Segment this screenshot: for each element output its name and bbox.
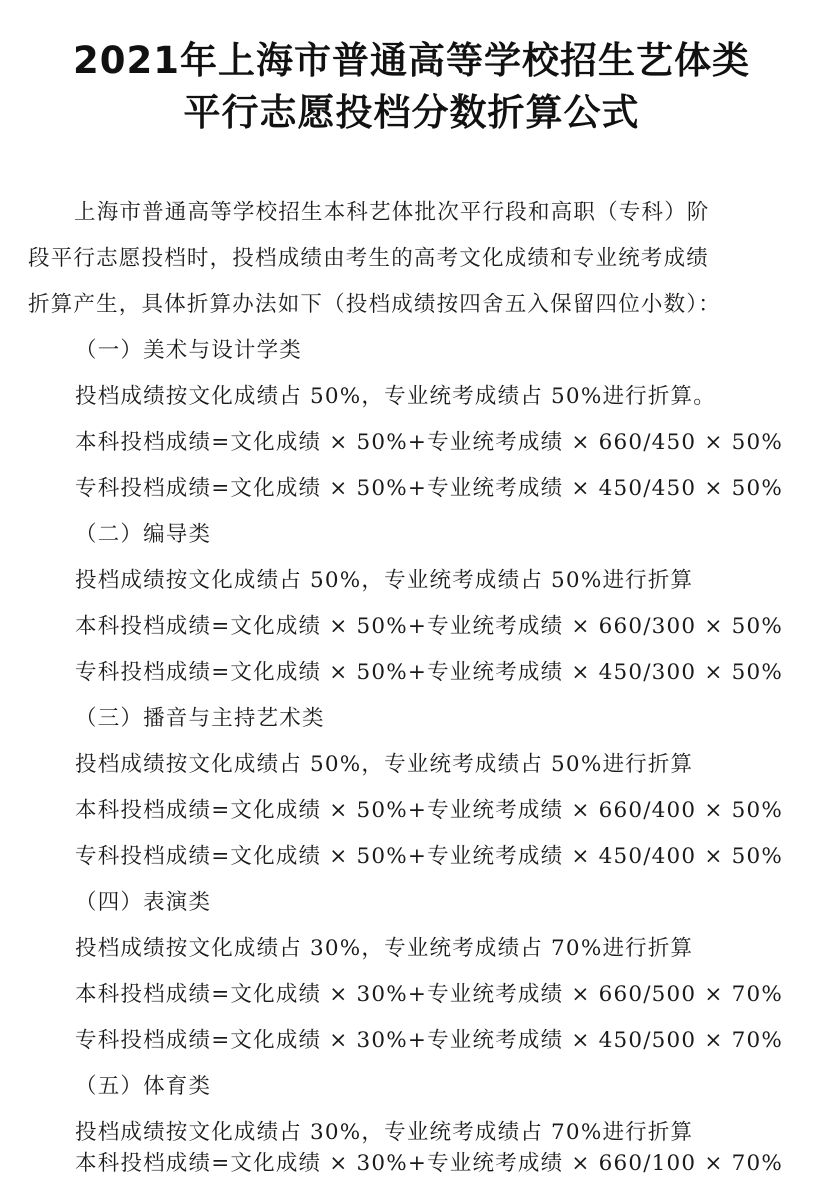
section-heading-directing: （二）编导类: [75, 522, 212, 547]
section-rule-performance: 投档成绩按文化成绩占 30%，专业统考成绩占 70%进行折算: [75, 936, 694, 961]
formula-vocational-performance: 专科投档成绩=文化成绩 × 30%+专业统考成绩 × 450/500 × 70%: [75, 1028, 783, 1053]
intro-line-2: 段平行志愿投档时，投档成绩由考生的高考文化成绩和专业统考成绩: [28, 246, 710, 271]
formula-vocational-broadcasting: 专科投档成绩=文化成绩 × 50%+专业统考成绩 × 450/400 × 50%: [75, 844, 783, 869]
section-rule-sports: 投档成绩按文化成绩占 30%，专业统考成绩占 70%进行折算: [75, 1120, 694, 1145]
intro-paragraph: [28, 190, 798, 328]
formula-bachelor-art-design: 本科投档成绩=文化成绩 × 50%+专业统考成绩 × 660/450 × 50%: [75, 430, 783, 455]
section-heading-broadcasting: （三）播音与主持艺术类: [75, 706, 325, 731]
section-heading-performance: （四）表演类: [75, 890, 212, 915]
section-rule-directing: 投档成绩按文化成绩占 50%，专业统考成绩占 50%进行折算: [75, 568, 694, 593]
intro-line-1: 上海市普通高等学校招生本科艺体批次平行段和高职（专科）阶: [74, 200, 710, 225]
section-heading-sports: （五）体育类: [75, 1074, 212, 1099]
formula-bachelor-broadcasting: 本科投档成绩=文化成绩 × 50%+专业统考成绩 × 660/400 × 50%: [75, 798, 783, 823]
formula-bachelor-directing: 本科投档成绩=文化成绩 × 50%+专业统考成绩 × 660/300 × 50%: [75, 614, 783, 639]
section-rule-art-design: 投档成绩按文化成绩占 50%，专业统考成绩占 50%进行折算。: [75, 384, 716, 409]
document-title-line-2: 平行志愿投档分数折算公式: [183, 91, 640, 134]
formula-vocational-directing: 专科投档成绩=文化成绩 × 50%+专业统考成绩 × 450/300 × 50%: [75, 660, 783, 685]
formula-bachelor-sports: 本科投档成绩=文化成绩 × 30%+专业统考成绩 × 660/100 × 70%: [75, 1151, 783, 1176]
section-heading-art-design: （一）美术与设计学类: [75, 338, 303, 363]
section-rule-broadcasting: 投档成绩按文化成绩占 50%，专业统考成绩占 50%进行折算: [75, 752, 694, 777]
document-title-line-1: 2021年上海市普通高等学校招生艺体类: [73, 39, 750, 82]
intro-line-3: 折算产生，具体折算办法如下（投档成绩按四舍五入保留四位小数）：: [28, 292, 721, 317]
formula-bachelor-performance: 本科投档成绩=文化成绩 × 30%+专业统考成绩 × 660/500 × 70%: [75, 982, 783, 1007]
formula-vocational-art-design: 专科投档成绩=文化成绩 × 50%+专业统考成绩 × 450/450 × 50%: [75, 476, 783, 501]
